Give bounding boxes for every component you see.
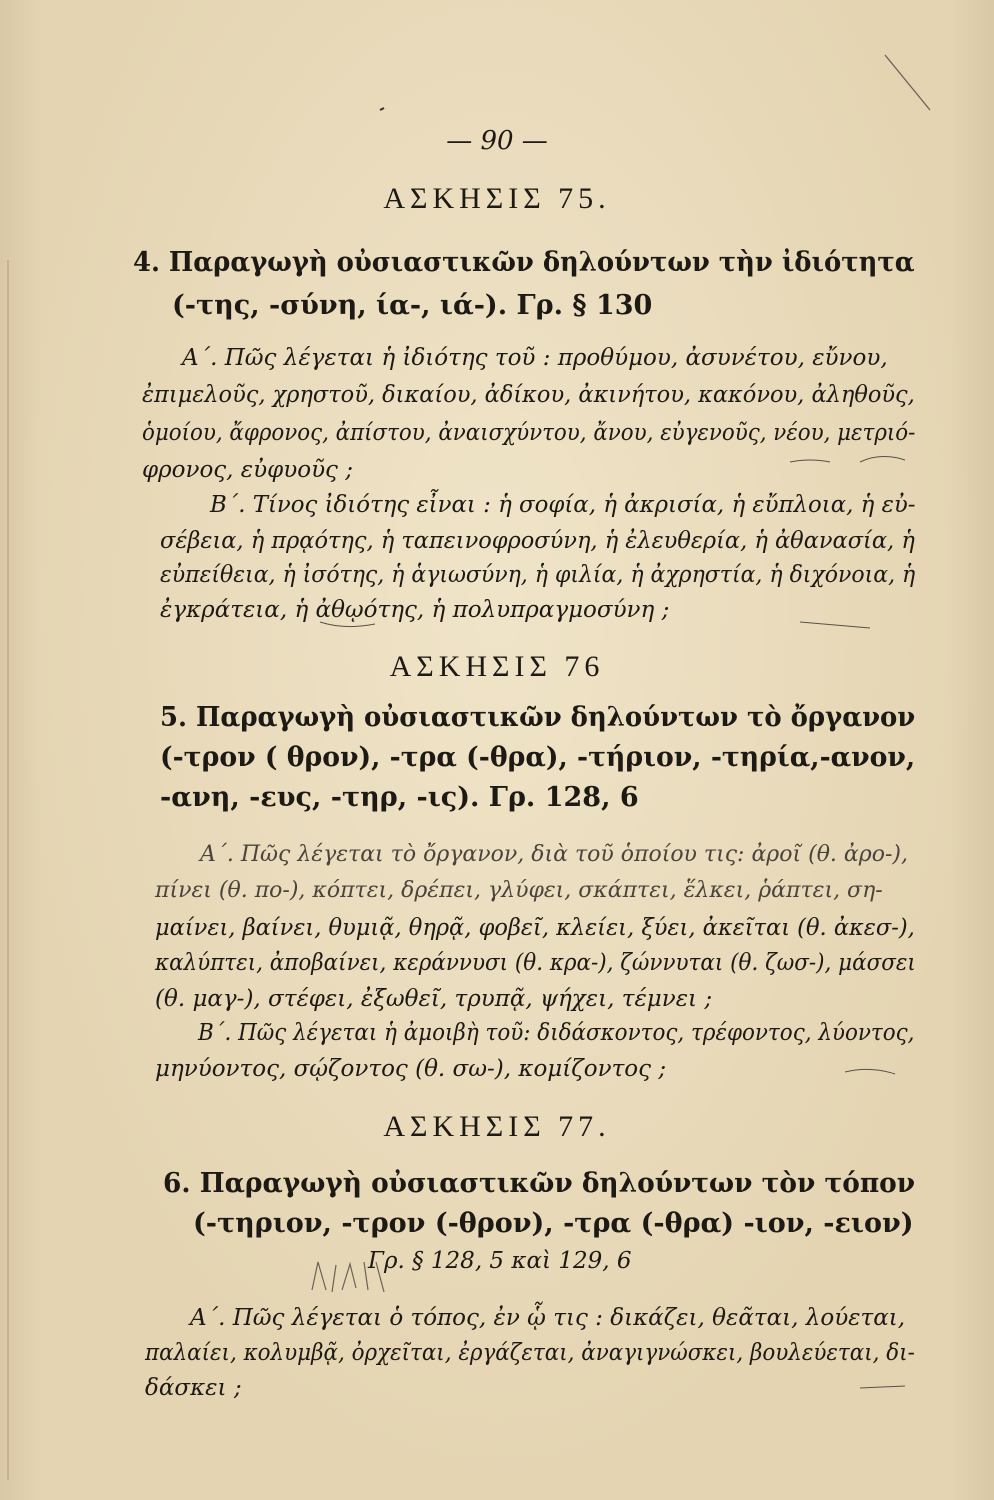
- exercise-text-line: παλαίει, κολυμβᾷ, ὀρχεῖται, ἐργάζεται, ἀναγιγνώσκει, βουλεύεται, δι-: [145, 1340, 915, 1366]
- exercise-heading-75: ΑΣΚΗΣΙΣ 75.: [383, 182, 611, 215]
- exercise-title-line: (-της, -σύνη, ία-, ιά-). Γρ. § 130: [172, 290, 653, 321]
- exercise-text-line: Α΄. Πῶς λέγεται τὸ ὄργανον, διὰ τοῦ ὁποίου τις: ἀροῖ (θ. ἀρο-),: [200, 842, 908, 867]
- pencil-stroke: [845, 1069, 895, 1074]
- pencil-stroke: [860, 456, 905, 462]
- exercise-text-line: εὐπείθεια, ἡ ἰσότης, ἡ ἁγιωσύνη, ἡ φιλία, ἡ ἀχρηστία, ἡ διχόνοια, ἡ: [160, 562, 916, 588]
- pencil-scribble: [312, 1262, 384, 1292]
- exercise-title-line: -ανη, -ευς, -τηρ, -ις). Γρ. 128, 6: [160, 782, 639, 813]
- exercise-title-line: 5. Παραγωγὴ οὐσιαστικῶν δηλούντων τὸ ὄργανον: [160, 702, 916, 733]
- exercise-heading-76: ΑΣΚΗΣΙΣ 76: [389, 650, 605, 683]
- pencil-stroke: [860, 1386, 905, 1388]
- exercise-text-line: μαίνει, βαίνει, θυμιᾷ, θηρᾷ, φοβεῖ, κλείει, ξύει, ἀκεῖται (θ. ἀκεσ-),: [155, 915, 915, 941]
- exercise-text-line: ὁμοίου, ἄφρονος, ἀπίστου, ἀναισχύντου, ἄνου, εὐγενοῦς, νέου, μετριό-: [142, 420, 916, 446]
- exercise-text-line: μηνύοντος, σῴζοντος (θ. σω-), κομίζοντος ;: [155, 1056, 667, 1082]
- exercise-text-line: ἐπιμελοῦς, χρηστοῦ, δικαίου, ἀδίκου, ἀκινήτου, κακόνου, ἀληθοῦς,: [142, 382, 915, 408]
- exercise-text-line: Β΄. Τίνος ἰδιότης εἶναι : ἡ σοφία, ἡ ἀκρισία, ἡ εὔπλοια, ἡ εὐ-: [210, 492, 916, 518]
- exercise-text-line: καλύπτει, ἀποβαίνει, κεράννυσι (θ. κρα-), ζώννυται (θ. ζωσ-), μάσσει: [155, 950, 916, 976]
- exercise-heading-77: ΑΣΚΗΣΙΣ 77.: [383, 1110, 611, 1143]
- exercise-text-line: Α΄. Πῶς λέγεται ὁ τόπος, ἐν ᾧ τις : δικάζει, θεᾶται, λούεται,: [190, 1305, 906, 1331]
- exercise-title-line: (-τηριον, -τρον (-θρον), -τρα (-θρα) -ιον, -ειον): [193, 1208, 914, 1239]
- exercise-text-line: ἐγκράτεια, ἡ ἀθῳότης, ἡ πολυπραγμοσύνη ;: [160, 597, 670, 623]
- exercise-text-line: (θ. μαγ-), στέφει, ἐξωθεῖ, τρυπᾷ, ψήχει, τέμνει ;: [155, 986, 713, 1012]
- pencil-stroke: [800, 622, 870, 628]
- exercise-text-line: Α΄. Πῶς λέγεται ἡ ἰδιότης τοῦ : προθύμου, ἀσυνέτου, εὔνου,: [182, 345, 888, 371]
- pencil-stroke: [885, 55, 930, 110]
- exercise-title-line: 4. Παραγωγὴ οὐσιαστικῶν δηλούντων τὴν ἰδιότητα: [133, 247, 915, 278]
- exercise-text-line: φρονος, εὐφυοῦς ;: [142, 457, 353, 483]
- exercise-text-line: πίνει (θ. πο-), κόπτει, δρέπει, γλύφει, σκάπτει, ἕλκει, ῥάπτει, ση-: [155, 878, 883, 903]
- pencil-stroke: [790, 460, 830, 462]
- exercise-text-line: Β΄. Πῶς λέγεται ἡ ἀμοιβὴ τοῦ: διδάσκοντος, τρέφοντος, λύοντος,: [198, 1020, 915, 1046]
- exercise-text-line: σέβεια, ἡ πρᾳότης, ἡ ταπεινοφροσύνη, ἡ ἐλευθερία, ἡ ἀθανασία, ἡ: [160, 528, 915, 554]
- pencil-stroke: [320, 622, 375, 627]
- pencil-stroke: [380, 108, 384, 110]
- page-number: — 90 —: [446, 126, 548, 156]
- exercise-title-line: 6. Παραγωγὴ οὐσιαστικῶν δηλούντων τὸν τόπον: [163, 1168, 916, 1199]
- exercise-text-line: δάσκει ;: [145, 1375, 242, 1401]
- exercise-text-line: Γρ. § 128, 5 καὶ 129, 6: [368, 1248, 632, 1274]
- exercise-title-line: (-τρον ( θρον), -τρα (-θρα), -τήριον, -τηρία,-ανον,: [160, 742, 916, 773]
